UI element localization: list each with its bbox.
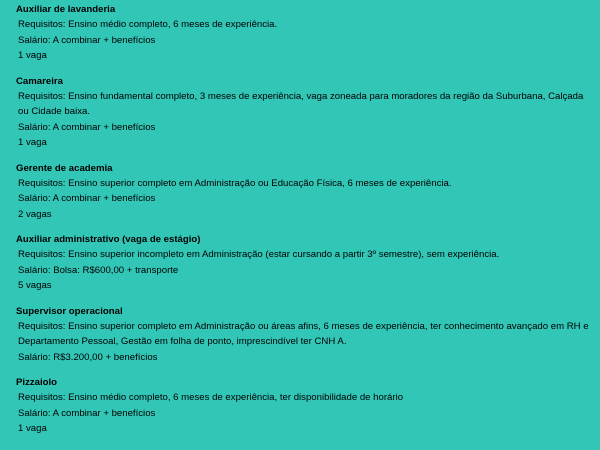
job-posting-gerente-de-academia: [16, 161, 591, 223]
job-requirements: Requisitos: Ensino médio completo, 6 meses de experiência, ter disponibilidade de horário: [18, 392, 404, 403]
job-requirements: Requisitos: Ensino médio completo, 6 meses de experiência.: [18, 19, 278, 30]
job-posting-supervisor-operacional: [16, 304, 591, 366]
job-requirements: Requisitos: Ensino superior completo em Administração ou Educação Física, 6 meses de experiência.: [18, 177, 452, 189]
job-listing: [16, 2, 591, 437]
job-salary: Salário: Bolsa: R$600,00 + transporte: [18, 264, 179, 276]
job-openings: 1 vaga: [18, 423, 47, 434]
job-posting-pizzaiolo: [16, 375, 591, 437]
job-openings: 2 vagas: [18, 208, 52, 220]
job-openings: 1 vaga: [18, 50, 47, 61]
job-posting-auxiliar-administrativo: [16, 232, 591, 294]
job-requirements: Requisitos: Ensino superior incompleto em Administração (estar cursando a partir 3º semestre), sem experiência.: [18, 249, 500, 260]
job-title: Camareira: [16, 75, 63, 87]
job-title: Auxiliar de lavanderia: [16, 4, 116, 15]
job-posting-camareira: [16, 74, 591, 151]
job-posting-auxiliar-de-lavanderia: [16, 2, 591, 64]
job-requirements: Requisitos: Ensino fundamental completo, 3 meses de experiência, vaga zoneada para moradores da região da Suburbana, Calçada ou Cidade baixa.: [18, 90, 584, 117]
job-salary: Salário: A combinar + benefícios: [18, 407, 156, 419]
job-salary: Salário: R$3.200,00 + benefícios: [18, 351, 158, 363]
job-title: Gerente de academia: [16, 162, 113, 174]
job-requirements: Requisitos: Ensino superior completo em Administração ou áreas afins, 6 meses de experiência, ter conhecimento avançado em RH e Departamento Pessoal, Gestão em folha de ponto, imprescindível ter CNH A.: [18, 320, 589, 347]
job-salary: Salário: A combinar + benefícios: [18, 121, 156, 133]
job-title: Pizzaiolo: [16, 377, 58, 388]
job-salary: Salário: A combinar + benefícios: [18, 34, 156, 46]
job-title: Auxiliar administrativo (vaga de estágio): [16, 234, 201, 245]
job-salary: Salário: A combinar + benefícios: [18, 193, 156, 204]
job-openings: 5 vagas: [18, 280, 52, 291]
job-openings: 1 vaga: [18, 137, 47, 148]
job-title: Supervisor operacional: [16, 305, 123, 317]
